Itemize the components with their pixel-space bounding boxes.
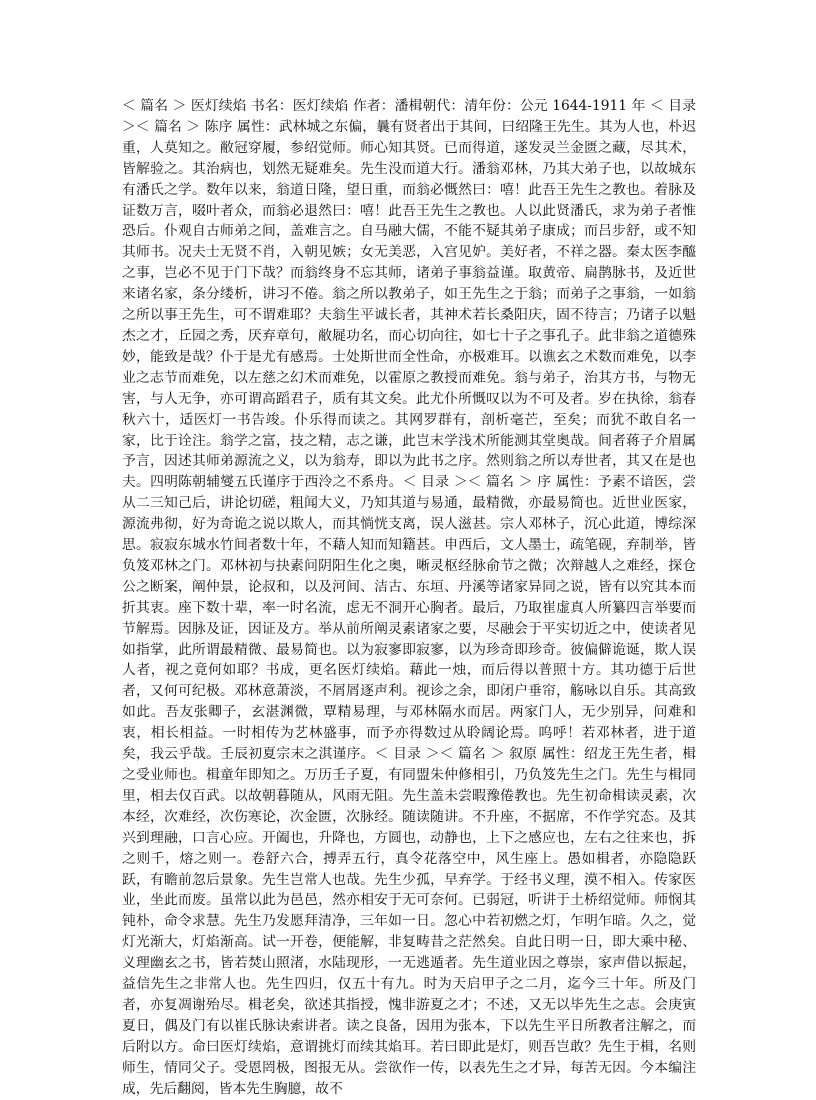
document-page <box>122 96 696 1100</box>
document-paragraph: ＜ 篇名 ＞ 医灯续焰 书名：医灯续焰 作者：潘楫朝代：清年份：公元 1644-1911 年 ＜ 目录 ＞＜ 篇名 ＞ 陈序 属性：武林城之东偏，曩有贤者出于其间，曰绍隆王先生。其为人也，朴迟重，人莫知之。敝冠穿履，参绍觉师。师心知其贤。已而得道，遂发灵兰金匮之藏，尽其术，皆解验之。其治病也，划然无疑难矣。先生没而道大行。潘翁邓林，乃其大弟子也，以故城东有潘氏之学。数年以来，翁道日隆，望日重，而翁必慨然曰：嘻！此吾王先生之教也。着脉及证数万言，啜叶者众，而翁必退然曰：嘻！此吾王先生之教也。人以此贤潘氏，求为弟子者惟恐后。仆观自古师弟之间，盖难言之。自马融大儒，不能不疑其弟子康成；而吕步舒，或不知其师书。况夫士无贤不肖，入朝见嫉；女无美恶，入宫见妒。美好者，不祥之器。秦太医李醯之事，岂必不见于门下哉？而翁终身不忘其师，诸弟子事翁益谨。取黄帝、扁鹊脉书，及近世来诸名家，条分缕析，讲习不倦。翁之所以教弟子，如王先生之于翁；而弟子之事翁，一如翁之所以事王先生，可不谓难耶？夫翁生平诚长者，其神术若长桑阳庆，固不待言；乃诸子以魁杰之才，丘园之秀，厌弃章句，敝屣功名，而心切向往，如七十子之事孔子。此非翁之道德殊妙，能致是哉？仆于是尤有感焉。士处斯世而全性命，亦极难耳。以谯玄之术数而难免，以李业之志节而难免，以左慈之幻术而难免，以霍原之教授而难免。翁与弟子，治其方书，与物无害，与人无争，亦可谓高蹈君子，质有其文矣。此尤仆所慨叹以为不可及者。岁在执徐，翁春秋六十，适医灯一书告竣。仆乐得而读之。其网罗群有，剖析毫芒，至矣；而犹不敢自名一家，比于诠注。翁学之富，技之精，志之谦，此岂末学浅术所能测其堂奥哉。间者蒋子介眉属予言，因述其师弟源流之义，以为翁寿，即以为此书之序。然则翁之所以寿世者，其又在是也夫。四明陈朝辅燮五氏谨序于西泠之不系舟。＜ 目录 ＞＜ 篇名 ＞ 序 属性：予素不谙医，尝从二三知己后，讲论切磋，粗闻大义，乃知其道与易通，最精微，亦最易简也。近世业医家，源流弗彻，好为奇诡之说以欺人，而其惝恍支离，误人滋甚。宗人邓林子，沉心此道，博综深思。寂寂东城水竹间者数十年，不藉人知而知籍甚。申西后，文人墨士，疏笔砚，弃制举，皆负笈邓林之门。邓林初与抉素问阴阳生化之奥，晰灵枢经脉俞节之微；次辩越人之难经，探仓公之断案，阐仲景，论叔和，以及河间、洁古、东垣、丹溪等诸家异同之说，皆有以究其本而折其衷。座下数十辈，率一时名流，虑无不洞开心胸者。最后，乃取崔虚真人所纂四言举要而节解焉。因脉及证，因证及方。举从前所阐灵素诸家之要，尽融会于平实切近之中，使读者见如指掌，此所谓最精微、最易简也。以为寂寥即寂寥，以为珍奇即珍奇。彼偏僻诡诞，欺人误人者，视之竟何如耶？书成，更名医灯续焰。藉此一烛，而后得以普照十方。其功德于后世者，又何可纪极。邓林意萧淡，不屑屑逐声利。视诊之余，即闭户垂帘，觞咏以自乐。其高致如此。吾友张卿子，玄湛渊微，覃精易理，与邓林隔水而居。两家门人，无少别异，问难和衷，相长相益。一时相传为艺林盛事，而予亦得数过从聆阔论焉。呜呼！若邓林者，进于道矣，我云乎哉。壬辰初夏宗末之淇谨序。＜ 目录 ＞＜ 篇名 ＞ 叙原 属性：绍龙王先生者，楫之受业师也。楫童年即知之。万历壬子夏，有同盟朱仲修相引，乃负笈先生之门。先生与楫同里，相去仅百武。以故朝暮随从，风雨无阻。先生盖未尝暇豫倦教也。先生初命楫读灵素，次本经，次难经，次伤寒论，次金匮，次脉经。随读随讲。不升座，不据席，不作学究态。及其兴到理融，口言心应。开阖也，升降也，方圆也，动静也，上下之感应也，左右之往来也，拆之则千，熔之则一。卷舒六合，搏弄五行，真令花落空中，风生座上。愚如楫者，亦隐隐跃跃，有瞻前忽后景象。先生岂常人也哉。先生少孤，早弃学。于经书义理，漠不相入。传家医业，坐此而废。虽常以此为邑邑，然亦相安于无可奈何。已弱冠，听讲于土桥绍觉师。师悯其钝朴，命令求慧。先生乃发愿拜清净，三年如一日。忽心中若初燃之灯，乍明乍暗。久之，觉灯光渐大，灯焰渐高。试一开卷，便能解，非复畴昔之茫然矣。自此日明一日，即大乘中秘、义理幽玄之书，皆若焚山照渚，水陆现形，一无逃遁者。先生道业因之尊崇，家声借以振起，益信先生之非常人也。先生四归，仅五十有九。时为天启甲子之二月，迄今三十年。所及门者，亦复凋谢殆尽。楫老矣，欲述其指授，愧非游夏之才；不述，又无以毕先生之志。会庚寅夏日，偶及门有以崔氏脉诀索讲者。读之良备，因用为张本，下以先生平日所教者注解之，而后附以方。命曰医灯续焰，意谓挑灯而续其焰耳。若曰即此是灯，则吾岂敢？先生于楫，名则师生，情同父子。受恩罔极，图报无从。尝欲作一传，以表先生之才异，每苦无因。今本编注成，先后翻阅，皆本先生胸臆，故不 <box>122 98 696 1097</box>
